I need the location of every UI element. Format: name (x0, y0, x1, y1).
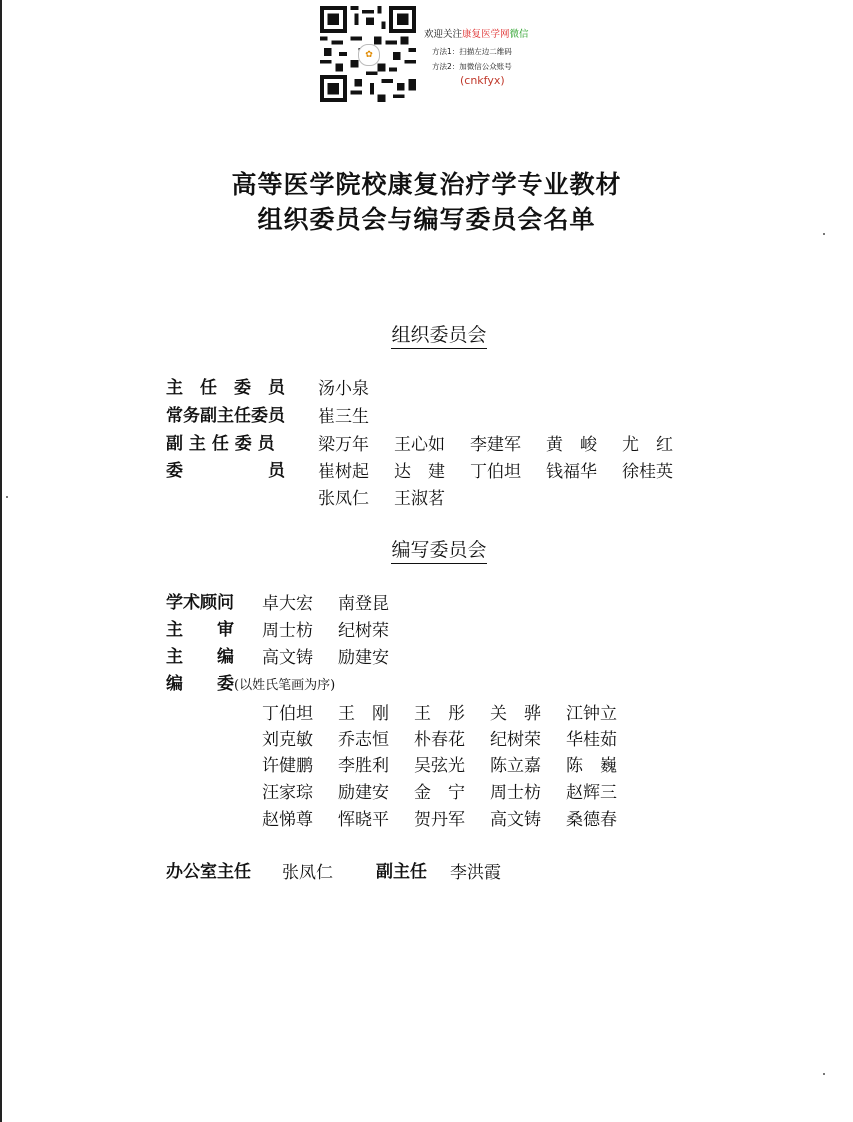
editor-name: 赵辉三 (566, 783, 617, 803)
org-name: 徐桂英 (622, 462, 673, 482)
scan-speck (823, 1073, 825, 1075)
org-role-member: 委 员 (166, 461, 285, 481)
wechat-banner (320, 6, 560, 104)
brand-logo-icon: ✿ (358, 44, 380, 66)
editor-name: 吴弦光 (414, 756, 465, 776)
editor-name: 关 骅 (490, 704, 541, 724)
editor-name: 乔志恒 (338, 730, 389, 750)
advisor-name: 卓大宏 (262, 594, 313, 614)
page-title-line-2: 组织委员会与编写委员会名单 (257, 205, 596, 234)
editors-label (166, 669, 335, 694)
org-name: 崔三生 (318, 407, 369, 427)
editor-name: 李胜利 (338, 756, 389, 776)
scan-speck (823, 233, 825, 235)
editor-name: 纪树荣 (490, 730, 541, 750)
editor-name: 高文铸 (490, 810, 541, 830)
editor-name: 金 宁 (414, 783, 465, 803)
reviewer-name: 纪树荣 (338, 621, 389, 641)
banner-wechat-word: 微信 (509, 29, 529, 40)
editor-name: 朴春花 (414, 730, 465, 750)
office-director-label: 办公室主任 (166, 862, 251, 882)
org-name: 汤小泉 (318, 379, 369, 399)
org-name: 钱福华 (546, 462, 597, 482)
org-role-vice-chair: 副 主 任 委 员 (166, 434, 275, 454)
banner-method-1: 方法1：扫描左边二维码 (432, 47, 512, 56)
office-deputy-name: 李洪霞 (450, 863, 501, 883)
editor-name: 江钟立 (566, 704, 617, 724)
editors-label-text: 编 委 (166, 674, 234, 694)
banner-brand-name: 康复医学网 (462, 29, 510, 40)
reviewer-label: 主 审 (166, 620, 234, 640)
editor-name: 王 刚 (338, 704, 389, 724)
editor-name: 桑德春 (566, 810, 617, 830)
org-committee-heading-text: 组织委员会 (391, 324, 486, 349)
editor-name: 汪家琮 (262, 783, 313, 803)
advisor-label: 学术顾问 (166, 593, 234, 613)
org-name: 丁伯坦 (470, 462, 521, 482)
editor-name: 周士枋 (490, 783, 541, 803)
org-role-chair: 主 任 委 员 (166, 378, 285, 398)
editor-name: 赵悌尊 (262, 810, 313, 830)
reviewer-name: 周士枋 (262, 621, 313, 641)
editors-order-note: (以姓氏笔画为序) (234, 678, 336, 693)
org-name: 崔树起 (318, 462, 369, 482)
org-role-exec-vice-chair: 常务副主任委员 (166, 406, 285, 426)
office-deputy-label: 副主任 (376, 862, 427, 882)
advisor-name: 南登昆 (338, 594, 389, 614)
editor-name: 贺丹军 (414, 810, 465, 830)
scan-speck (6, 496, 8, 498)
banner-account-id: (cnkfyx) (460, 74, 505, 87)
editor-name: 刘克敏 (262, 730, 313, 750)
org-name: 尤 红 (622, 435, 673, 455)
editor-name: 王 彤 (414, 704, 465, 724)
editor-name: 华桂茹 (566, 730, 617, 750)
org-committee-heading (0, 320, 853, 347)
banner-follow-text (424, 26, 529, 40)
banner-follow-prefix: 欢迎关注 (424, 29, 463, 40)
org-name: 达 建 (394, 462, 445, 482)
org-name: 黄 峻 (546, 435, 597, 455)
editor-name: 恽晓平 (338, 810, 389, 830)
editor-name: 陈 巍 (566, 756, 617, 776)
org-name: 张凤仁 (318, 489, 369, 509)
org-name: 王淑茗 (394, 489, 445, 509)
chief-editor-name: 励建安 (338, 648, 389, 668)
editor-name: 许健鹏 (262, 756, 313, 776)
edit-committee-heading-text: 编写委员会 (391, 539, 486, 564)
editor-name: 陈立嘉 (490, 756, 541, 776)
banner-method-2: 方法2：加微信公众账号 (432, 62, 512, 71)
editor-name: 丁伯坦 (262, 704, 313, 724)
org-name: 王心如 (394, 435, 445, 455)
chief-editor-label: 主 编 (166, 647, 234, 667)
edit-committee-heading (0, 535, 853, 562)
editor-name: 励建安 (338, 783, 389, 803)
chief-editor-name: 高文铸 (262, 648, 313, 668)
org-name: 李建军 (470, 435, 521, 455)
office-director-name: 张凤仁 (282, 863, 333, 883)
org-name: 梁万年 (318, 435, 369, 455)
page-title-line-1: 高等医学院校康复治疗学专业教材 (231, 170, 622, 199)
